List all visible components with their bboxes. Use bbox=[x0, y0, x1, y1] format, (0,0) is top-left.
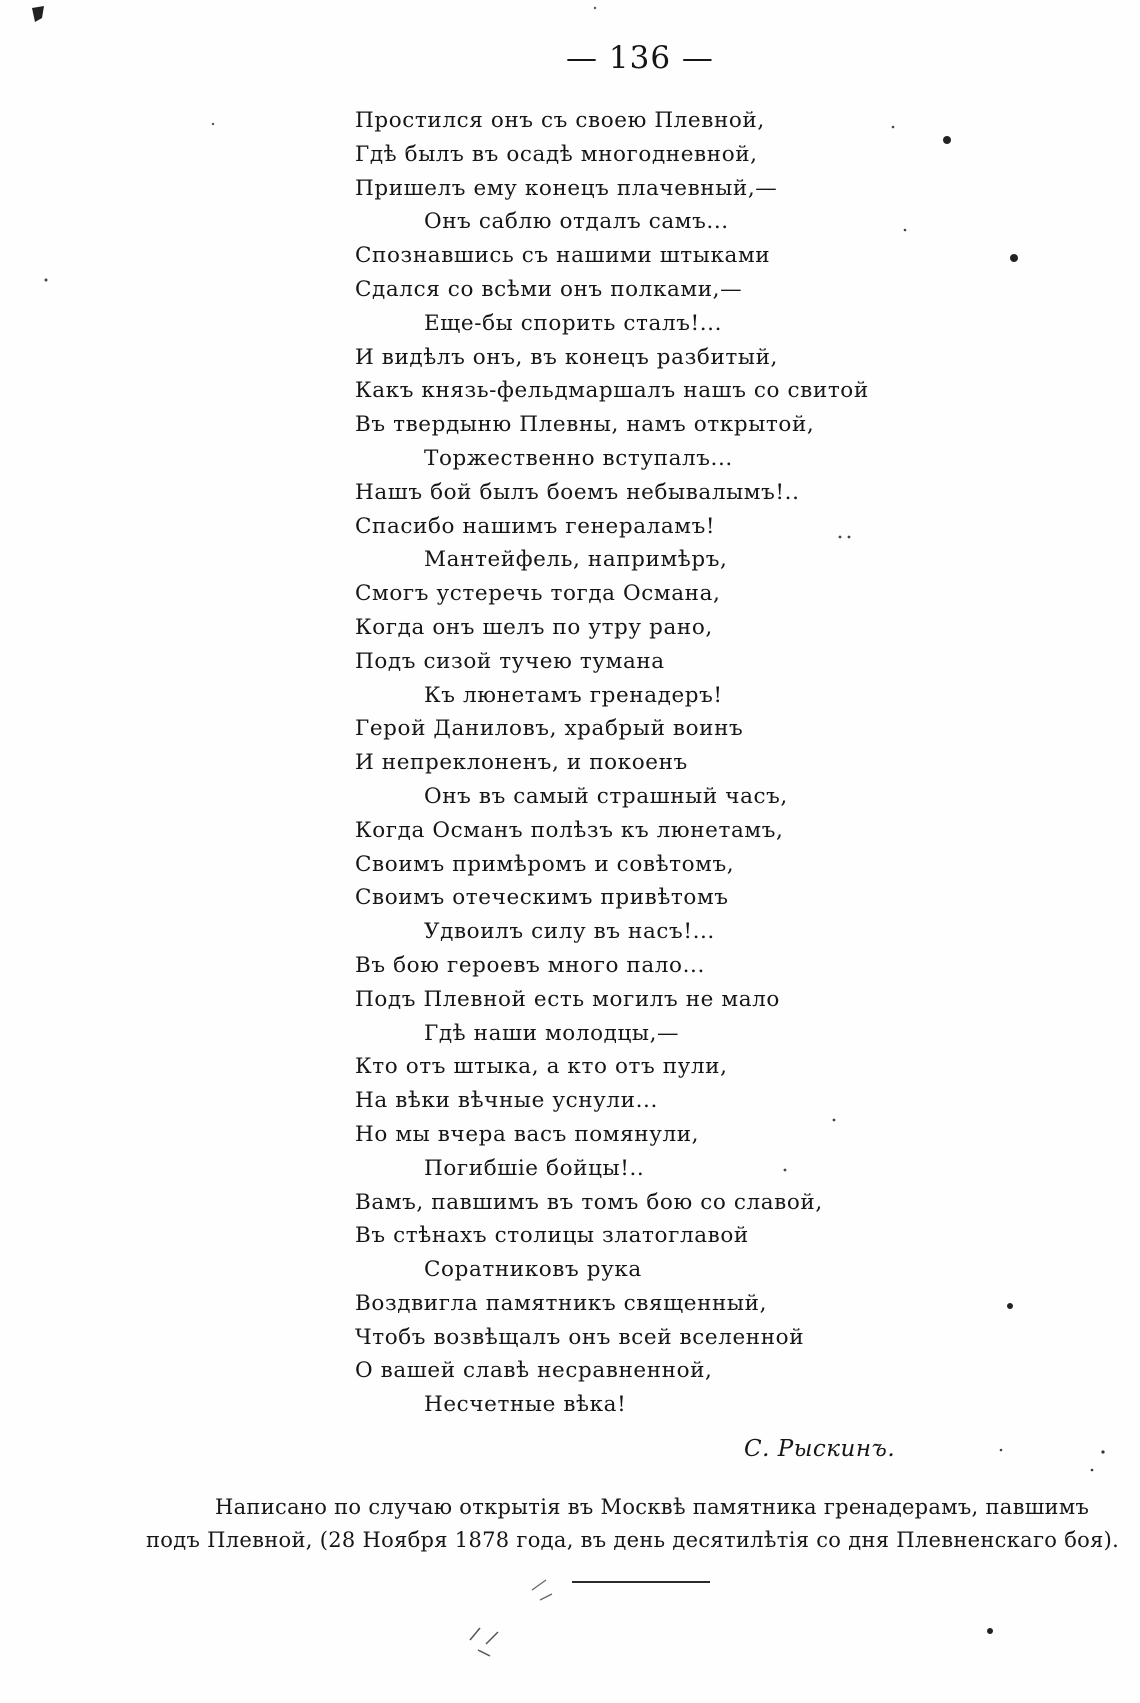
page-number: — 136 — bbox=[566, 40, 714, 76]
poem-line: Но мы вчера васъ помянули, bbox=[355, 1121, 700, 1147]
poem-line: Сдался со всѣми онъ полками,— bbox=[355, 276, 743, 302]
poem-line: Простился онъ съ своею Плевной, bbox=[355, 108, 765, 133]
poem-line: Своимъ примѣромъ и совѣтомъ, bbox=[355, 851, 735, 877]
poem-line: Въ стѣнахъ столицы златоглавой bbox=[355, 1223, 749, 1249]
poem-line: Подъ Плевной есть могилъ не мало bbox=[355, 986, 780, 1012]
poem-line: Своимъ отеческимъ привѣтомъ bbox=[355, 885, 729, 911]
poem-line: Погибшіе бойцы!.. bbox=[424, 1155, 645, 1181]
footnote-line-2: подъ Плевной, (28 Ноября 1878 года, въ день десятилѣтія со дня Плевненскаго боя). bbox=[146, 1528, 1120, 1552]
author-signature: С. Рыскинъ. bbox=[744, 1436, 896, 1462]
poem-line: Несчетные вѣка! bbox=[424, 1392, 627, 1418]
poem-line: Мантейфель, напримѣръ, bbox=[424, 547, 728, 573]
poem-line: О вашей славѣ несравненной, bbox=[355, 1358, 713, 1384]
poem-line: На вѣки вѣчные уснули... bbox=[355, 1088, 658, 1114]
poem-line: Подъ сизой тучею тумана bbox=[355, 648, 665, 674]
poem-line: Смогъ устеречь тогда Османа, bbox=[355, 581, 721, 607]
poem-line: Соратниковъ рука bbox=[424, 1257, 642, 1283]
poem-line: Гдѣ былъ въ осадѣ многодневной, bbox=[355, 141, 758, 167]
poem-line: Онъ саблю отдалъ самъ... bbox=[424, 209, 729, 235]
poem-line: И непреклоненъ, и покоенъ bbox=[355, 750, 688, 776]
footnote bbox=[146, 1491, 1136, 1557]
poem-line: Нашъ бой былъ боемъ небывалымъ!.. bbox=[355, 479, 800, 505]
poem-line: Когда онъ шелъ по утру рано, bbox=[355, 614, 713, 640]
poem-line: Въ бою героевъ много пало... bbox=[355, 952, 705, 978]
poem bbox=[355, 104, 915, 1422]
poem-line: Воздвигла памятникъ священный, bbox=[355, 1290, 768, 1316]
poem-line: Пришелъ ему конецъ плачевный,— bbox=[355, 175, 778, 201]
poem-line: Торжественно вступалъ... bbox=[424, 445, 733, 471]
poem-line: Какъ князь-фельдмаршалъ нашъ со свитой bbox=[355, 378, 869, 404]
end-rule bbox=[572, 1581, 710, 1583]
poem-line: Въ твердыню Плевны, намъ открытой, bbox=[355, 412, 815, 438]
poem-line: Когда Османъ полѣзъ къ люнетамъ, bbox=[355, 817, 784, 843]
poem-line: И видѣлъ онъ, въ конецъ разбитый, bbox=[355, 344, 778, 370]
poem-line: Гдѣ наши молодцы,— bbox=[424, 1020, 680, 1046]
poem-line: Чтобъ возвѣщалъ онъ всей вселенной bbox=[355, 1324, 805, 1350]
footnote-line-1: Написано по случаю открытія въ Москвѣ памятника гренадерамъ, павшимъ bbox=[215, 1495, 1090, 1519]
poem-line: Удвоилъ силу въ насъ!... bbox=[424, 919, 715, 945]
poem-line: Онъ въ самый страшный часъ, bbox=[424, 783, 788, 809]
poem-line: Вамъ, павшимъ въ томъ бою со славой, bbox=[355, 1189, 823, 1215]
poem-line: Къ люнетамъ гренадеръ! bbox=[424, 682, 723, 708]
poem-line: Герой Даниловъ, храбрый воинъ bbox=[355, 716, 744, 742]
poem-line: Еще-бы спорить сталъ!... bbox=[424, 310, 723, 336]
poem-line: Кто отъ штыка, а кто отъ пули, bbox=[355, 1054, 728, 1080]
poem-line: Спознавшись съ нашими штыками bbox=[355, 243, 771, 269]
poem-line: Спасибо нашимъ генераламъ! bbox=[355, 513, 716, 539]
